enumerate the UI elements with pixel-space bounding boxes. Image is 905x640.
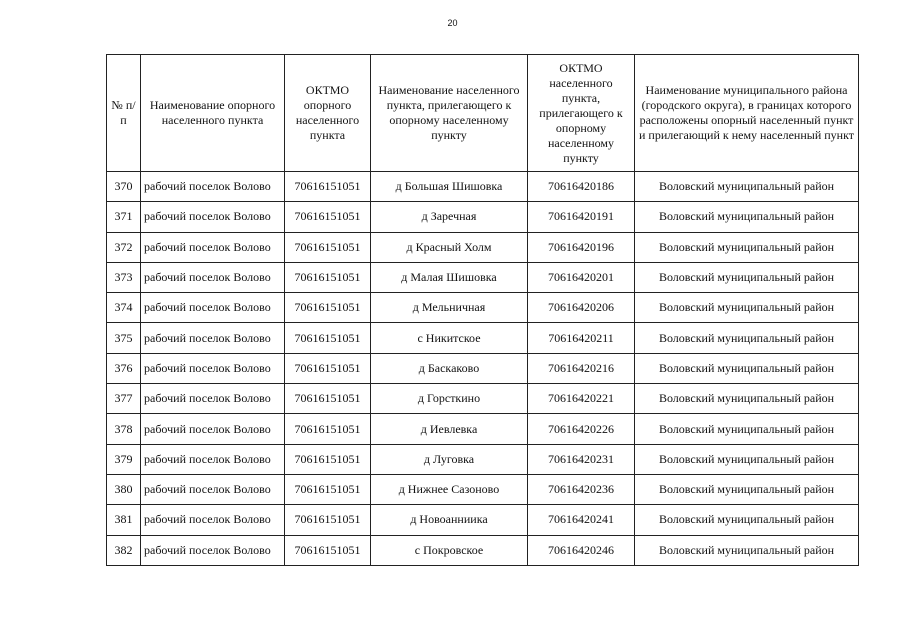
cell-base-oktmo: 70616151051 bbox=[285, 474, 371, 504]
cell-adjacent-settlement: д Мельничная bbox=[371, 293, 528, 323]
cell-municipal-district: Воловский муниципальный район bbox=[635, 353, 859, 383]
cell-row-number: 378 bbox=[107, 414, 141, 444]
table-row bbox=[107, 414, 859, 444]
cell-adjacent-oktmo: 70616420221 bbox=[528, 384, 635, 414]
cell-base-oktmo: 70616151051 bbox=[285, 505, 371, 535]
cell-municipal-district: Воловский муниципальный район bbox=[635, 293, 859, 323]
cell-municipal-district: Воловский муниципальный район bbox=[635, 414, 859, 444]
cell-base-oktmo: 70616151051 bbox=[285, 202, 371, 232]
cell-municipal-district: Воловский муниципальный район bbox=[635, 444, 859, 474]
cell-adjacent-oktmo: 70616420246 bbox=[528, 535, 635, 565]
cell-adjacent-settlement: д Иевлевка bbox=[371, 414, 528, 444]
cell-base-settlement: рабочий поселок Волово bbox=[141, 505, 285, 535]
table-row bbox=[107, 232, 859, 262]
cell-municipal-district: Воловский муниципальный район bbox=[635, 232, 859, 262]
table-body bbox=[107, 172, 859, 566]
cell-base-oktmo: 70616151051 bbox=[285, 535, 371, 565]
cell-base-settlement: рабочий поселок Волово bbox=[141, 232, 285, 262]
cell-base-settlement: рабочий поселок Волово bbox=[141, 172, 285, 202]
table-row bbox=[107, 474, 859, 504]
cell-adjacent-settlement: с Покровское bbox=[371, 535, 528, 565]
cell-base-oktmo: 70616151051 bbox=[285, 384, 371, 414]
table-row bbox=[107, 535, 859, 565]
cell-adjacent-oktmo: 70616420236 bbox=[528, 474, 635, 504]
cell-row-number: 380 bbox=[107, 474, 141, 504]
header-adjacent-settlement: Наименование населенного пункта, прилегающего к опорному населенному пункту bbox=[371, 55, 528, 172]
cell-base-oktmo: 70616151051 bbox=[285, 323, 371, 353]
header-number: № п/п bbox=[107, 55, 141, 172]
cell-adjacent-settlement: д Красный Холм bbox=[371, 232, 528, 262]
cell-base-settlement: рабочий поселок Волово bbox=[141, 384, 285, 414]
cell-municipal-district: Воловский муниципальный район bbox=[635, 202, 859, 232]
cell-base-oktmo: 70616151051 bbox=[285, 262, 371, 292]
cell-base-settlement: рабочий поселок Волово bbox=[141, 323, 285, 353]
table-row bbox=[107, 262, 859, 292]
cell-row-number: 375 bbox=[107, 323, 141, 353]
cell-row-number: 373 bbox=[107, 262, 141, 292]
cell-adjacent-settlement: с Никитское bbox=[371, 323, 528, 353]
cell-row-number: 372 bbox=[107, 232, 141, 262]
cell-row-number: 370 bbox=[107, 172, 141, 202]
cell-base-oktmo: 70616151051 bbox=[285, 232, 371, 262]
cell-municipal-district: Воловский муниципальный район bbox=[635, 384, 859, 414]
cell-base-settlement: рабочий поселок Волово bbox=[141, 414, 285, 444]
cell-adjacent-oktmo: 70616420191 bbox=[528, 202, 635, 232]
cell-base-oktmo: 70616151051 bbox=[285, 172, 371, 202]
cell-adjacent-settlement: д Заречная bbox=[371, 202, 528, 232]
cell-adjacent-oktmo: 70616420186 bbox=[528, 172, 635, 202]
cell-base-settlement: рабочий поселок Волово bbox=[141, 202, 285, 232]
cell-adjacent-oktmo: 70616420231 bbox=[528, 444, 635, 474]
cell-base-oktmo: 70616151051 bbox=[285, 414, 371, 444]
header-municipal-district: Наименование муниципального района (городского округа), в границах которого расположены опорный населенный пункт и прилегающий к нему населенный пункт bbox=[635, 55, 859, 172]
cell-row-number: 377 bbox=[107, 384, 141, 414]
header-row bbox=[107, 55, 859, 172]
table-row bbox=[107, 444, 859, 474]
cell-municipal-district: Воловский муниципальный район bbox=[635, 535, 859, 565]
cell-base-settlement: рабочий поселок Волово bbox=[141, 293, 285, 323]
cell-base-settlement: рабочий поселок Волово bbox=[141, 353, 285, 383]
cell-adjacent-settlement: д Нижнее Сазоново bbox=[371, 474, 528, 504]
table-header bbox=[107, 55, 859, 172]
cell-adjacent-settlement: д Луговка bbox=[371, 444, 528, 474]
cell-base-settlement: рабочий поселок Волово bbox=[141, 474, 285, 504]
cell-adjacent-oktmo: 70616420201 bbox=[528, 262, 635, 292]
cell-row-number: 371 bbox=[107, 202, 141, 232]
cell-municipal-district: Воловский муниципальный район bbox=[635, 262, 859, 292]
cell-row-number: 381 bbox=[107, 505, 141, 535]
header-adjacent-oktmo: ОКТМО населенного пункта, прилегающего к опорному населенному пункту bbox=[528, 55, 635, 172]
table-row bbox=[107, 353, 859, 383]
table-row bbox=[107, 172, 859, 202]
table-row bbox=[107, 505, 859, 535]
cell-adjacent-oktmo: 70616420196 bbox=[528, 232, 635, 262]
cell-base-settlement: рабочий поселок Волово bbox=[141, 535, 285, 565]
cell-adjacent-settlement: д Малая Шишовка bbox=[371, 262, 528, 292]
cell-adjacent-settlement: д Баскаково bbox=[371, 353, 528, 383]
cell-municipal-district: Воловский муниципальный район bbox=[635, 172, 859, 202]
cell-base-settlement: рабочий поселок Волово bbox=[141, 444, 285, 474]
cell-base-oktmo: 70616151051 bbox=[285, 353, 371, 383]
cell-base-oktmo: 70616151051 bbox=[285, 444, 371, 474]
cell-adjacent-oktmo: 70616420216 bbox=[528, 353, 635, 383]
header-base-settlement: Наименование опорного населенного пункта bbox=[141, 55, 285, 172]
table-row bbox=[107, 323, 859, 353]
table-row bbox=[107, 293, 859, 323]
table-row bbox=[107, 384, 859, 414]
cell-row-number: 374 bbox=[107, 293, 141, 323]
cell-adjacent-settlement: д Горсткино bbox=[371, 384, 528, 414]
cell-municipal-district: Воловский муниципальный район bbox=[635, 323, 859, 353]
cell-row-number: 379 bbox=[107, 444, 141, 474]
cell-row-number: 382 bbox=[107, 535, 141, 565]
header-base-oktmo: ОКТМО опорного населенного пункта bbox=[285, 55, 371, 172]
cell-base-oktmo: 70616151051 bbox=[285, 293, 371, 323]
cell-adjacent-settlement: д Новоанниика bbox=[371, 505, 528, 535]
cell-base-settlement: рабочий поселок Волово bbox=[141, 262, 285, 292]
cell-adjacent-oktmo: 70616420206 bbox=[528, 293, 635, 323]
cell-adjacent-settlement: д Большая Шишовка bbox=[371, 172, 528, 202]
cell-adjacent-oktmo: 70616420241 bbox=[528, 505, 635, 535]
cell-row-number: 376 bbox=[107, 353, 141, 383]
cell-adjacent-oktmo: 70616420211 bbox=[528, 323, 635, 353]
cell-municipal-district: Воловский муниципальный район bbox=[635, 474, 859, 504]
cell-adjacent-oktmo: 70616420226 bbox=[528, 414, 635, 444]
table-row bbox=[107, 202, 859, 232]
settlements-table bbox=[106, 54, 859, 566]
page-number: 20 bbox=[447, 18, 458, 28]
cell-municipal-district: Воловский муниципальный район bbox=[635, 505, 859, 535]
